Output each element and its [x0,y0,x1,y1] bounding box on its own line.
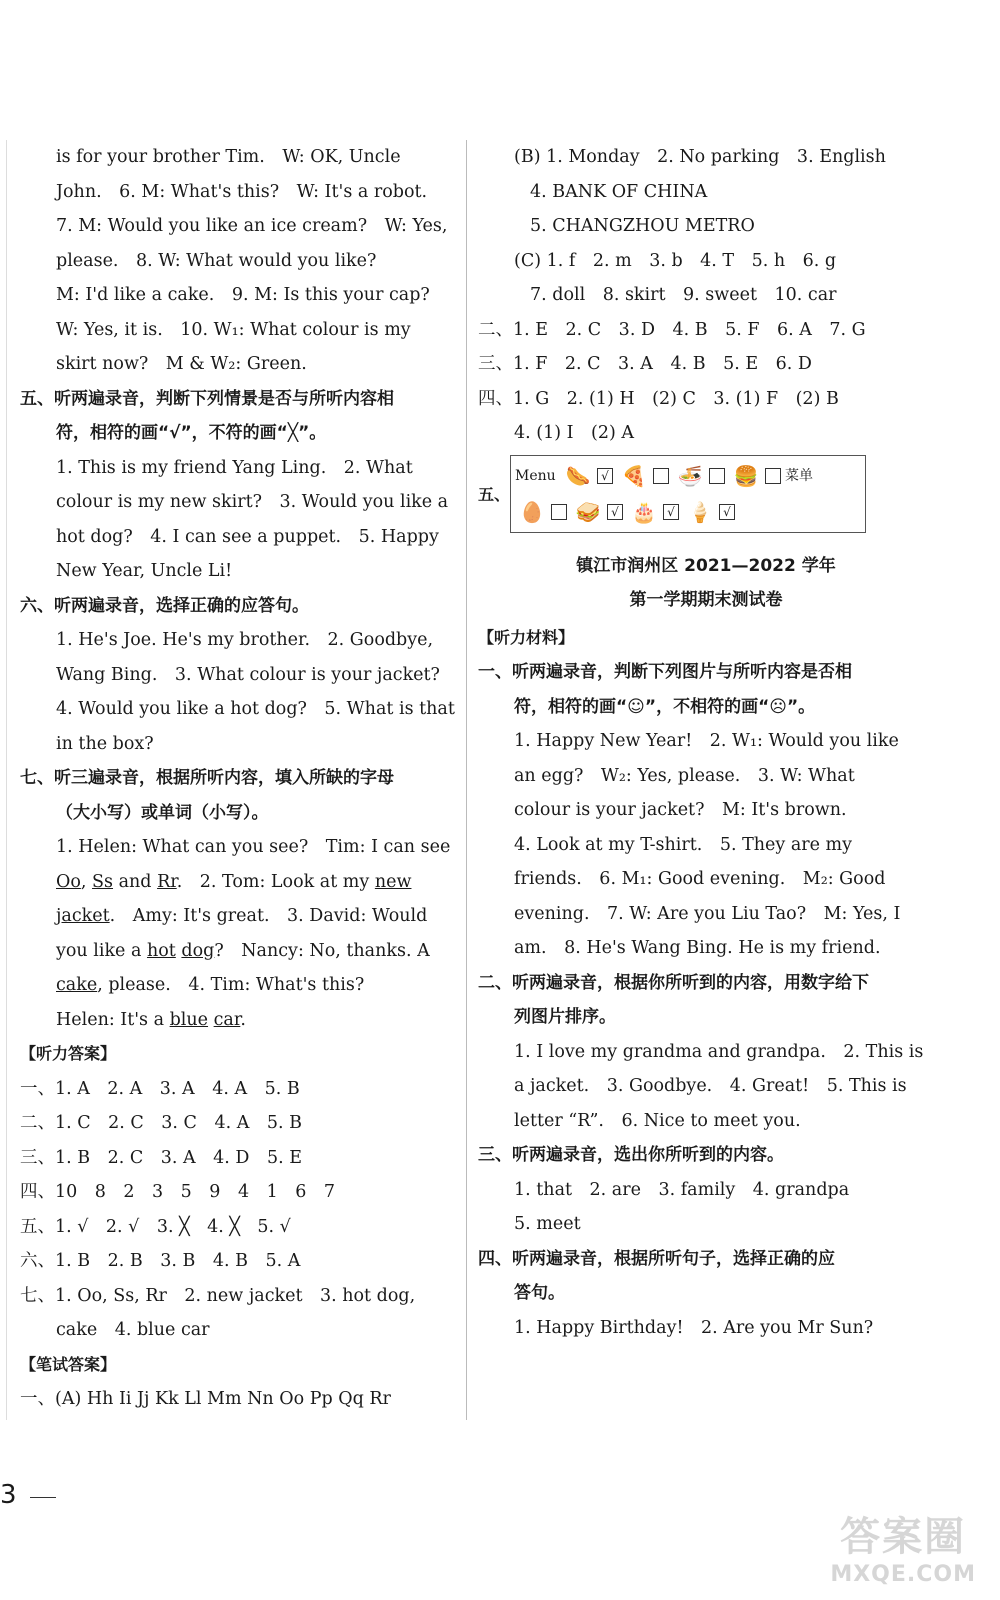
left-margin-rule [6,140,7,1420]
answer-line: 六、1. B 2. B 3. B 4. B 5. A [20,1251,301,1271]
section-heading: 【听力答案】 [20,1044,117,1063]
text-line: 1. This is my friend Yang Ling. 2. What [56,457,413,478]
text-line: 4. Look at my T-shirt. 5. They are my [514,834,853,855]
checkbox: √ [597,468,613,484]
text-line: please. 8. W: What would you like? [56,250,377,271]
text-line [20,865,460,900]
text-line: W: Yes, it is. 10. W₁: What colour is my [56,319,411,340]
test-title: 镇江市润州区 2021—2022 学年 [576,555,836,576]
test-subtitle: 第一学期期末测试卷 [629,589,783,610]
text-line [20,899,460,934]
text-line: 1. I love my grandma and grandpa. 2. This is [514,1041,924,1062]
checkbox [551,504,567,520]
text-line: skirt now? M & W₂: Green. [56,354,307,374]
underlined-answer: Oo [56,871,81,892]
hot-dog-icon: 🌭 [565,463,591,488]
text-line: a jacket. 3. Goodbye. 4. Great! 5. This is [514,1076,907,1096]
section-heading: 【听力材料】 [478,627,575,647]
answer-line: 七、1. Oo, Ss, Rr 2. new jacket 3. hot dog, [20,1285,416,1306]
question-heading: 六、听两遍录音，选择正确的应答句。 [20,595,309,616]
right-column [478,140,934,1345]
answer-line: 5. CHANGZHOU METRO [530,216,755,236]
answer-line: (B) 1. Monday 2. No parking 3. English [514,147,886,167]
question-heading: 五、听两遍录音，判断下列情景是否与所听内容相 [20,388,394,409]
underlined-answer: cake [56,975,98,995]
text-span: and [113,871,158,892]
question-heading: 七、听三遍录音，根据所听内容，填入所缺的字母 [20,768,394,788]
section-heading: 【笔试答案】 [20,1354,117,1374]
sandwich-icon: 🥪 [575,499,601,524]
watermark-url: MXQE.COM [830,1562,976,1587]
text-line: 1. Helen: What can you see? Tim: I can see [56,837,451,857]
checkbox: √ [663,504,679,520]
page-number: 3 [0,1480,17,1510]
answer-line: 4. (1) I (2) A [514,423,635,443]
section-number: 五、 [478,485,511,504]
answer-line: 二、1. C 2. C 3. C 4. A 5. B [20,1113,302,1133]
left-column [20,140,460,1417]
text-line [20,934,460,969]
answer-line: 四、1. G 2. (1) H (2) C 3. (1) F (2) B [478,388,839,409]
egg-icon: 🥚 [519,499,545,524]
text-span: ? Nancy: No, thanks. A [214,940,430,961]
question-heading: （大小写）或单词（小写）。 [56,802,269,823]
text-span: . 2. Tom: Look at my [176,871,375,892]
text-line [20,968,460,1003]
checkbox [765,468,781,484]
underlined-answer: car [213,1009,241,1030]
answer-line: 4. BANK OF CHINA [530,181,708,202]
cake-icon: 🎂 [631,499,657,524]
question-heading: 二、听两遍录音，根据你所听到的内容，用数字给下 [478,972,869,993]
checkbox: √ [607,504,623,520]
text-line: in the box? [56,733,154,754]
text-line: 7. M: Would you like an ice cream? W: Yes, [56,216,448,236]
underlined-answer: jacket [56,906,110,926]
underlined-answer: Rr [157,871,177,892]
text-span: , please. 4. Tim: What's this? [97,975,365,995]
answer-line: cake 4. blue car [56,1320,210,1340]
menu-label-en: Menu [515,467,556,484]
text-span: . Amy: It's great. 3. David: Would [109,906,428,926]
checkbox: √ [719,504,735,520]
question-heading: 答句。 [514,1283,565,1303]
question-heading: 符，相符的画“☺”，不相符的画“☹”。 [514,696,816,717]
question-heading: 四、听两遍录音，根据所听句子，选择正确的应 [478,1248,835,1269]
answer-line: 四、10 8 2 3 5 9 4 1 6 7 [20,1182,335,1202]
hamburger-icon: 🍔 [733,463,759,488]
text-line: 1. He's Joe. He's my brother. 2. Goodbye, [56,630,434,650]
question-heading: 一、听两遍录音，判断下列图片与所听内容是否相 [478,662,852,682]
text-line: friends. 6. M₁: Good evening. M₂: Good [514,869,886,889]
watermark [830,1505,976,1587]
text-line: John. 6. M: What's this? W: It's a robot. [56,181,428,202]
text-line: colour is your jacket? M: It's brown. [514,800,847,820]
text-line: Wang Bing. 3. What colour is your jacket? [56,664,440,685]
underlined-answer: hot [146,940,176,961]
answer-line: 一、(A) Hh Ii Jj Kk Ll Mm Nn Oo Pp Qq Rr [20,1389,391,1409]
menu-answer [478,453,934,535]
watermark-logo: 答案圈 [840,1514,967,1560]
text-line: evening. 7. W: Are you Liu Tao? M: Yes, I [514,903,901,924]
noodles-icon: 🍜 [677,463,703,488]
answer-line: 7. doll 8. skirt 9. sweet 10. car [530,285,837,305]
underlined-answer: blue [169,1009,209,1030]
text-line: 1. Happy New Year! 2. W₁: Would you like [514,731,899,751]
text-line: 5. meet [514,1214,581,1234]
text-line: New Year, Uncle Li! [56,561,233,581]
menu-label-zh: 菜单 [785,467,813,484]
text-line: 1. Happy Birthday! 2. Are you Mr Sun? [514,1317,874,1338]
menu-box [510,455,866,533]
question-heading: 列图片排序。 [514,1007,616,1027]
answer-line: 五、1. √ 2. √ 3. ╳ 4. ╳ 5. √ [20,1216,291,1237]
text-line: 1. that 2. are 3. family 4. grandpa [514,1179,850,1200]
text-span: you like a [56,940,147,961]
checkbox [653,468,669,484]
question-heading: 符，相符的画“√”，不符的画“╳”。 [56,423,327,443]
answer-line: 三、1. F 2. C 3. A 4. B 5. E 6. D [478,354,812,374]
underlined-answer: new [374,871,412,892]
text-line: M: I'd like a cake. 9. M: Is this your cap? [56,285,430,305]
text-line: letter “R”. 6. Nice to meet you. [514,1110,801,1131]
text-line: is for your brother Tim. W: OK, Uncle [56,147,401,167]
text-line: am. 8. He's Wang Bing. He is my friend. [514,938,881,958]
pizza-icon: 🍕 [621,463,647,488]
ice-cream-icon: 🍦 [687,499,713,524]
text-line [20,1003,460,1038]
text-span: Helen: It's a [56,1009,170,1030]
answer-line: (C) 1. f 2. m 3. b 4. T 5. h 6. g [514,250,837,271]
checkbox [709,468,725,484]
text-line: colour is my new skirt? 3. Would you like a [56,492,449,512]
question-heading: 三、听两遍录音，选出你所听到的内容。 [478,1145,784,1165]
answer-line: 二、1. E 2. C 3. D 4. B 5. F 6. A 7. G [478,319,866,340]
text-span: , [80,871,93,892]
text-line: an egg? W₂: Yes, please. 3. W: What [514,765,855,786]
underlined-answer: dog [181,940,215,961]
text-span: . [240,1009,246,1030]
underlined-answer: Ss [92,871,114,892]
column-divider [466,140,467,1420]
text-line: 4. Would you like a hot dog? 5. What is that [56,699,455,719]
text-line: hot dog? 4. I can see a puppet. 5. Happy [56,526,439,547]
page-number-rule [30,1497,56,1498]
answer-line: 一、1. A 2. A 3. A 4. A 5. B [20,1078,300,1099]
answer-line: 三、1. B 2. C 3. A 4. D 5. E [20,1147,302,1168]
